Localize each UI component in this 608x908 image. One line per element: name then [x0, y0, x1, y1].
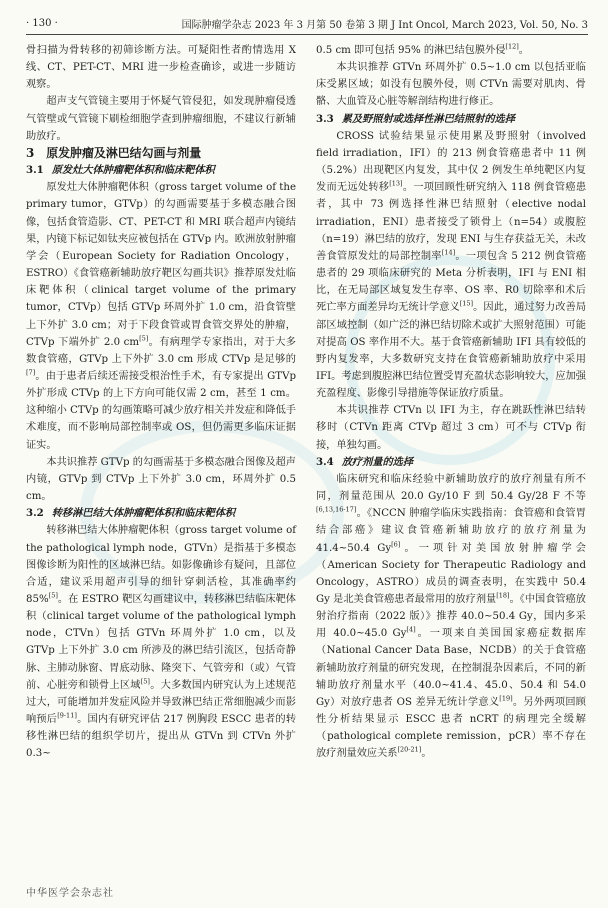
body-paragraph — [316, 128, 586, 403]
citation-ref: [7] — [26, 368, 36, 377]
paragraph-text: 。有病理学专家指出，对于大多数食管癌，GTVp 上下外扩 3.0 cm 形成 CTVp 是足够的 — [26, 336, 296, 365]
citation-ref: [6,13,16-17] — [316, 505, 357, 514]
paragraph-text: 。一项包含 5 212 例食管癌患者的 29 项临床研究的 Meta 分析表明，IFI 与 ENI 相比，在无局部区域复发生存率、OS 率、R0 切除率和术后死亡率方面差异均无统计学意义 — [316, 250, 587, 314]
body-paragraph — [26, 179, 296, 454]
subsection-number: 3.4 — [316, 455, 334, 468]
section-heading: 3 原发肿瘤及淋巴结勾画与剂量 — [26, 145, 202, 160]
paragraph-text: CROSS 试验结果显示使用累及野照射（involved field irradiation，IFI）的 213 例食管癌患者中 11 例（5.2%）出现靶区内复发，其中仅 2 例发生单纯靶区内复发而无远处转移 — [316, 130, 586, 194]
paragraph-text: 原发灶大体肿瘤靶体积（gross target volume of the primary tumor，GTVp）的勾画需要基于多模态融合图像，包括食管造影、CT、PET-CT 和 MRI 联合超声内镜结果，内镜下标记如钛夹应被包括在 GTVp 内。欧洲放射肿瘤学会（European Society for Radiation Oncology，ESTRO）《食管癌新辅助放疗靶区勾画共识》推荐原发灶临床靶体积（clinical target volume of the primary tumor，CTVp）包括 GTVp 环周外扩 1.0 cm，沿食管壁上下外扩 3.0 cm；对于下段食管或胃食管交界处的肿瘤，CTVp 下端外扩 2.0 cm — [26, 182, 296, 348]
paragraph-text: 。一项针对美国放射肿瘤学会（American Society for Therapeutic Radiology and Oncology，ASTRO）成员的调查表明，在实践中 50.4 Gy 是北美食管癌患者最常用的放疗剂量 — [316, 542, 586, 605]
citation-ref: [4] — [406, 625, 416, 634]
subsection-number: 3.3 — [316, 112, 334, 125]
paragraph-text: 。国内有研究评估 217 例胸段 ESCC 患者的转移性淋巴结的组织学切片，提出从 GTVn 到 CTVn 外扩 0.3~ — [26, 714, 297, 760]
paragraph-text: 。一项回顾性研究纳入 118 例食管癌患者，其中 73 例选择性淋巴结照射（elective nodal irradiation，ENI）患者接受了锁骨上（n=54）或腹腔（n=19）淋巴结的放疗，发现 ENI 与生存获益无关，未改善食管原发灶的局部控制率 — [316, 182, 587, 262]
subsection-title: 原发灶大体肿瘤靶体积和临床靶体积 — [51, 164, 215, 177]
citation-ref: [14] — [441, 248, 456, 257]
body-paragraph — [316, 402, 586, 453]
paragraph-text: 本共识推荐 GTVn 环周外扩 0.5~1.0 cm 以包括亚临床受累区域；如没有包膜外侵，则 CTVn 需要对肌肉、骨骼、大血管及心脏等解剖结构进行修正。 — [316, 62, 586, 108]
paragraph-text: 超声支气管镜主要用于怀疑气管侵犯，如发现肿瘤侵透气管壁或气管镜下刷检细胞学查到肿瘤细胞，不建议行新辅助放疗。 — [26, 96, 296, 142]
paragraph-text: 。一项来自美国国家癌症数据库（National Cancer Data Base，NCDB）的关于食管癌新辅助放疗剂量的研究发现，在控制混杂因素后，不同的新辅助放疗剂量水平（40.0~41.4、45.0、50.4 和 54.0 Gy）对放疗患者 OS 差异无统计学意义 — [316, 628, 586, 708]
citation-ref: [13] — [389, 179, 403, 188]
citation-ref: [9-11] — [57, 711, 77, 720]
subsection-number: 3.2 — [26, 507, 44, 520]
subsection-heading — [316, 454, 586, 471]
paragraph-text: 。 — [421, 748, 432, 760]
paragraph-text: 。因此，通过努力改善局部区域控制（如广泛的淋巴结切除术或扩大照射范围）可能对提高 OS 率作用不大。基于食管癌新辅助 IFI 具有较低的野内复发率，大多数研究支持在食管癌新辅助放疗中采用 IFI。考虑到腹腔淋巴结位置受胃充盈状态影响较大，应加强充盈程度、影像引导措施等保证放疗质量。 — [316, 302, 587, 400]
journal-running-head: 国际肿瘤学杂志 2023 年 3 月第 50 卷第 3 期 J Int Oncol, March 2023, Vol. 50, No. 3 — [181, 19, 588, 31]
citation-ref: [5] — [48, 591, 58, 600]
paragraph-text: 。《中国食管癌放射治疗指南（2022 版）》推荐 40.0~50.4 Gy，国内多采用 40.0~45.0 Gy — [316, 594, 586, 640]
right-column — [316, 42, 586, 763]
subsection-title: 转移淋巴结大体肿瘤靶体积和临床靶体积 — [51, 507, 236, 520]
body-paragraph — [316, 42, 586, 59]
paragraph-text: 0.5 cm 即可包括 95% 的淋巴结包膜外侵 — [316, 45, 506, 56]
paragraph-text: 。《NCCN 肿瘤学临床实践指南：食管癌和食管胃结合部癌》建议食管癌新辅助放疗的放疗剂量为 41.4~50.4 Gy — [316, 508, 586, 554]
body-paragraph — [316, 471, 586, 763]
citation-ref: [15] — [459, 299, 474, 308]
paragraph-text: 本共识推荐 CTVn 以 IFI 为主，存在跳跃性淋巴结转移时（CTVn 距离 CTVp 超过 3 cm）可不与 CTVp 衔接，单独勾画。 — [316, 405, 586, 451]
paragraph-text: 。在 ESTRO 靶区勾画建议中，转移淋巴结临床靶体积（clinical target volume of the pathological lymph node，CTVn）包括 GTVn 环周外扩 1.0 cm，以及 GTVp 上下外扩 3.0 cm 所涉及的淋巴结引流区，包括奇静脉、主肺动脉窗、胃底动脉、隆突下、气管旁和（或）气管前、心脏旁和锁骨上区域 — [26, 594, 296, 691]
paragraph-text: 。大多数国内研究认为上述规范过大，可能增加并发症风险并导致淋巴结正常细胞减少而影响预后 — [26, 679, 297, 726]
citation-ref: [6] — [391, 540, 401, 549]
paragraph-text: 骨扫描为骨转移的初筛诊断方法。可疑阳性者酌情选用 X 线、CT、PET-CT、MRI 进一步检查确诊，或进一步随访观察。 — [26, 45, 296, 91]
left-column — [26, 42, 296, 763]
body-paragraph — [26, 42, 296, 93]
citation-ref: [18] — [496, 591, 510, 600]
paragraph-text: 。由于患者后续还需接受根治性手术，有专家提出 GTVp 外扩形成 CTVp 的上下方向可能仅需 2 cm，甚至 1 cm。这种缩小 CTVp 的勾画策略可减少放疗相关并发症和降低手术难度，而不影响局部控制率或 OS，但仍需更多临床证据证实。 — [26, 370, 296, 451]
citation-ref: [5] — [140, 677, 150, 686]
subsection-title: 放疗剂量的选择 — [341, 455, 414, 468]
citation-ref: [19] — [499, 694, 513, 703]
body-paragraph — [26, 522, 296, 762]
subsection-heading — [26, 505, 296, 522]
subsection-title: 累及野照射或选择性淋巴结照射的选择 — [341, 112, 515, 125]
body-paragraph — [26, 454, 296, 505]
subsection-heading — [26, 162, 296, 179]
citation-ref: [5] — [139, 334, 149, 343]
citation-ref: [20-21] — [397, 746, 422, 755]
page-header — [26, 12, 588, 35]
subsection-number: 3.1 — [26, 164, 44, 177]
paragraph-text: 。另外两项回顾性分析结果显示 ESCC 患者 nCRT 的病理完全缓解（pathological complete remission，pCR）率不存在放疗剂量效应关系 — [316, 696, 586, 760]
publisher-footer: 中华医学会杂志社 — [26, 888, 114, 899]
citation-ref: [12] — [505, 42, 519, 51]
body-paragraph — [26, 93, 296, 144]
paragraph-text: 。 — [518, 45, 529, 56]
paragraph-text: 转移淋巴结大体肿瘤靶体积（gross target volume of the pathological lymph node，GTVn）是指基于多模态图像诊断为阳性的区域淋巴结。如影像确诊有疑问，且部位合适，建议采用超声引导的细针穿刺活检，其准确率约 85% — [26, 525, 296, 605]
body-paragraph — [316, 59, 586, 110]
paragraph-text: 临床研究和临床经验中新辅助放疗的放疗剂量有所不同，剂量范围从 20.0 Gy/10 F 到 50.4 Gy/28 F 不等 — [316, 473, 586, 503]
paragraph-text: 本共识推荐 GTVp 的勾画需基于多模态融合图像及超声内镜，GTVp 到 CTVp 上下外扩 3.0 cm，环周外扩 0.5 cm。 — [26, 456, 296, 503]
subsection-heading — [316, 111, 586, 128]
page-number: · 130 · — [26, 17, 58, 29]
